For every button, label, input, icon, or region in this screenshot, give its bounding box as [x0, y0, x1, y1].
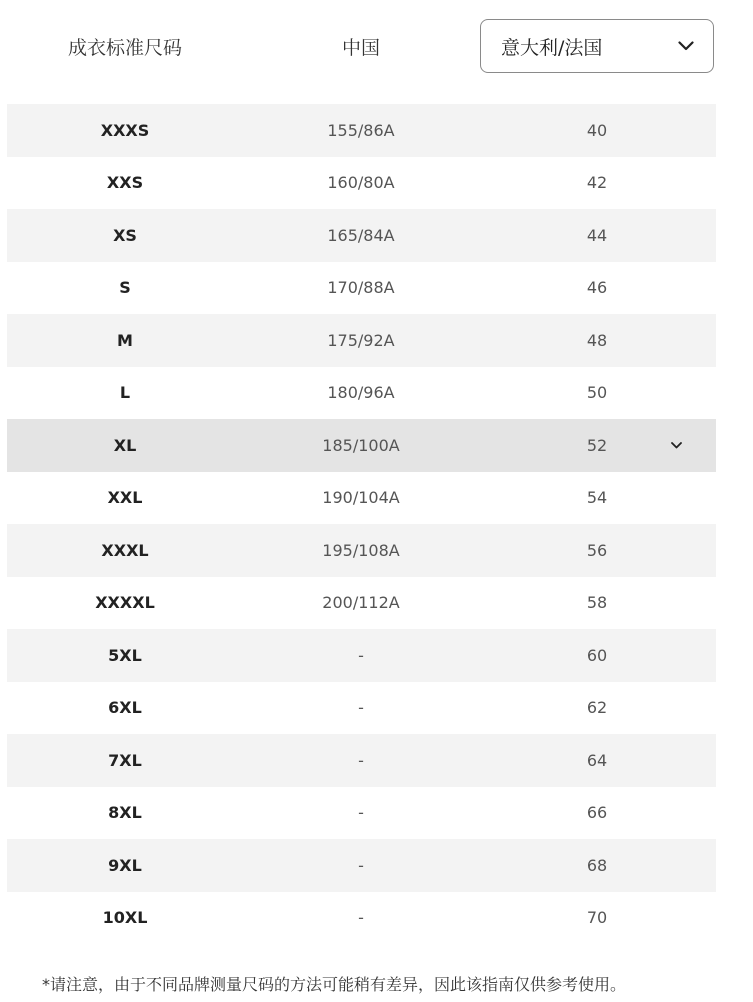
- italy-france-size-cell: 42: [586, 173, 608, 193]
- size-chart-header: [0, 0, 753, 100]
- china-size-cell: -: [358, 645, 364, 665]
- italy-france-size-cell: 40: [586, 120, 608, 140]
- china-size-cell: 190/104A: [322, 488, 400, 508]
- size-cell: XXXL: [101, 540, 149, 560]
- china-size-cell: 200/112A: [322, 593, 400, 613]
- china-size-cell: 165/84A: [327, 225, 395, 245]
- size-guide-disclaimer: *请注意，由于不同品牌测量尺码的方法可能稍有差异，因此该指南仅供参考使用。: [42, 975, 627, 994]
- size-cell: S: [119, 278, 131, 298]
- china-size-cell: -: [358, 803, 364, 823]
- china-column-header: 中国: [341, 36, 380, 59]
- italy-france-size-cell: 60: [586, 645, 608, 665]
- italy-france-size-cell: 52: [586, 435, 608, 455]
- italy-france-size-cell: 66: [586, 803, 608, 823]
- size-cell: XXXS: [100, 120, 150, 140]
- size-row-7xl[interactable]: [7, 734, 716, 787]
- size-cell: 5XL: [108, 645, 142, 665]
- china-size-cell: 175/92A: [327, 330, 395, 350]
- size-row-9xl[interactable]: [7, 839, 716, 892]
- italy-france-size-cell: 46: [586, 278, 608, 298]
- size-row-s[interactable]: [7, 262, 716, 315]
- size-row-10xl[interactable]: [7, 892, 716, 945]
- italy-france-size-cell: 44: [586, 225, 608, 245]
- italy-france-size-cell: 50: [586, 383, 608, 403]
- size-row-xxxs[interactable]: [7, 104, 716, 157]
- china-size-cell: -: [358, 908, 364, 928]
- chevron-down-icon[interactable]: [670, 439, 682, 451]
- size-row-xxxxl[interactable]: [7, 577, 716, 630]
- size-row-l[interactable]: [7, 367, 716, 420]
- size-cell: 7XL: [108, 750, 142, 770]
- italy-france-size-cell: 70: [586, 908, 608, 928]
- size-row-6xl[interactable]: [7, 682, 716, 735]
- size-row-m[interactable]: [7, 314, 716, 367]
- china-size-cell: 195/108A: [322, 540, 400, 560]
- size-row-xl-selected[interactable]: [7, 419, 716, 472]
- size-row-xxxl[interactable]: [7, 524, 716, 577]
- size-row-5xl[interactable]: [7, 629, 716, 682]
- region-select[interactable]: [480, 19, 714, 73]
- size-row-8xl[interactable]: [7, 787, 716, 840]
- italy-france-size-cell: 68: [586, 855, 608, 875]
- china-size-cell: -: [358, 855, 364, 875]
- china-size-cell: -: [358, 698, 364, 718]
- size-cell: XXS: [106, 173, 144, 193]
- size-row-xs[interactable]: [7, 209, 716, 262]
- size-cell: 6XL: [108, 698, 142, 718]
- china-size-cell: 155/86A: [327, 120, 395, 140]
- size-cell: M: [117, 330, 133, 350]
- italy-france-size-cell: 48: [586, 330, 608, 350]
- region-select-value: 意大利/法国: [501, 36, 603, 59]
- italy-france-size-cell: 58: [586, 593, 608, 613]
- size-row-xxs[interactable]: [7, 157, 716, 210]
- size-cell: XS: [113, 225, 137, 245]
- italy-france-size-cell: 64: [586, 750, 608, 770]
- size-cell: 9XL: [108, 855, 142, 875]
- size-cell: XL: [113, 435, 137, 455]
- size-cell: 8XL: [108, 803, 142, 823]
- italy-france-size-cell: 54: [586, 488, 608, 508]
- italy-france-size-cell: 56: [586, 540, 608, 560]
- size-cell: XXL: [107, 488, 143, 508]
- china-size-cell: 170/88A: [327, 278, 395, 298]
- size-cell: XXXXL: [95, 593, 155, 613]
- china-size-cell: 185/100A: [322, 435, 400, 455]
- size-cell: L: [119, 383, 131, 403]
- size-row-xxl[interactable]: [7, 472, 716, 525]
- china-size-cell: -: [358, 750, 364, 770]
- italy-france-size-cell: 62: [586, 698, 608, 718]
- size-cell: 10XL: [102, 908, 148, 928]
- china-size-cell: 180/96A: [327, 383, 395, 403]
- standard-size-column-header: 成衣标准尺码: [67, 36, 182, 59]
- size-chart-table: [7, 104, 716, 944]
- chevron-down-icon: [677, 37, 695, 55]
- china-size-cell: 160/80A: [327, 173, 395, 193]
